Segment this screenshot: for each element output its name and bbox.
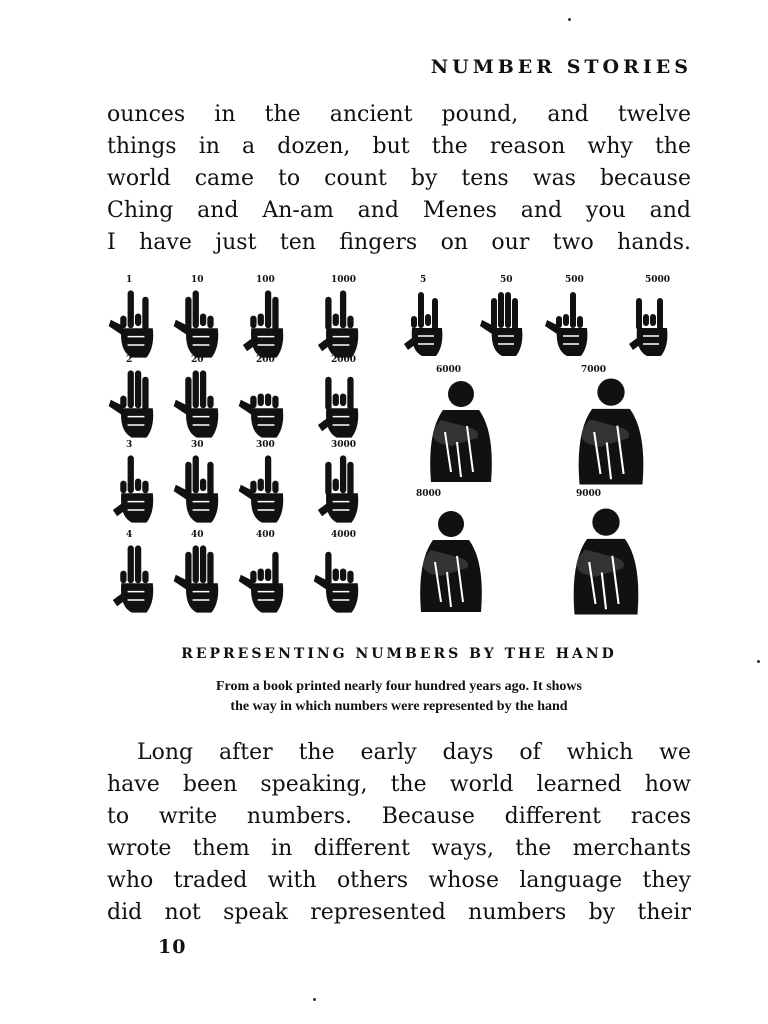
text-line: things in a dozen, but the reason why the [107, 134, 691, 159]
hand-gesture-icon [113, 455, 153, 522]
gesture-number-label: 2 [126, 355, 133, 365]
paragraph-bottom [107, 737, 691, 929]
print-speck [313, 998, 316, 1001]
gesture-number-label: 10 [191, 275, 204, 285]
gesture-number-label: 40 [191, 530, 204, 540]
gesture-number-label: 9000 [576, 489, 602, 499]
hand-gesture-icon [174, 290, 219, 357]
gesture-number-label: 4000 [331, 530, 357, 540]
figure-caption-text [100, 677, 698, 717]
print-speck [757, 660, 760, 663]
hand-gesture-icon [545, 292, 587, 356]
text-line: world came to count by tens was because [107, 166, 691, 191]
hand-gesture-icon [318, 455, 358, 522]
gesture-number-label: 30 [191, 440, 204, 450]
hand-gesture-icon [318, 290, 358, 357]
gesture-number-label: 400 [256, 530, 275, 540]
text-line: did not speak represented numbers by their [107, 900, 691, 925]
hand-gesture-icon [243, 290, 283, 357]
hand-gesture-icon [239, 552, 284, 613]
gesture-number-label: 5 [420, 275, 427, 285]
gesture-number-label: 8000 [416, 489, 442, 499]
gesture-number-label: 100 [256, 275, 275, 285]
gesture-number-label: 1 [126, 275, 133, 285]
hand-gestures-illustration [106, 272, 692, 632]
gesture-number-label: 1000 [331, 275, 357, 285]
human-figure-illustration [574, 508, 639, 614]
gesture-number-label: 50 [500, 275, 513, 285]
hand-gesture-icon [174, 545, 219, 612]
text-line: I have just ten fingers on our two hands. [107, 230, 691, 255]
human-figure-illustration [579, 378, 644, 484]
gesture-number-label: 4 [126, 530, 133, 540]
gesture-number-label: 2000 [331, 355, 357, 365]
gesture-number-label: 3 [126, 440, 133, 450]
caption-line: From a book printed nearly four hundred years ago. It shows [216, 679, 582, 694]
hand-gesture-icon [629, 298, 667, 356]
human-figure-illustration [430, 381, 492, 482]
gesture-number-label: 20 [191, 355, 204, 365]
gesture-number-label: 200 [256, 355, 275, 365]
text-line: ounces in the ancient pound, and twelve [107, 102, 691, 127]
hand-gesture-icon [318, 377, 358, 438]
hand-gesture-icon [480, 292, 522, 356]
hand-gesture-icon [314, 552, 359, 613]
gesture-number-label: 500 [565, 275, 584, 285]
hand-gesture-icon [239, 394, 284, 438]
hand-gesture-icon [174, 370, 219, 437]
text-line: to write numbers. Because different races [107, 804, 691, 829]
page-number: 10 [158, 936, 187, 958]
text-line: Long after the early days of which we [137, 740, 691, 765]
gesture-number-label: 5000 [645, 275, 671, 285]
figure-caption-title: REPRESENTING NUMBERS BY THE HAND [181, 646, 617, 662]
running-title: NUMBER STORIES [430, 56, 692, 78]
hand-gesture-icon [113, 545, 153, 612]
hand-gesture-icon [109, 290, 154, 357]
gesture-number-label: 300 [256, 440, 275, 450]
hand-gesture-icon [239, 455, 284, 522]
paragraph-top [107, 99, 691, 259]
text-line: have been speaking, the world learned how [107, 772, 691, 797]
hand-gesture-icon [109, 370, 154, 437]
hand-gesture-icon [404, 292, 442, 356]
text-line: who traded with others whose language they [107, 868, 691, 893]
hand-numbers-figure [106, 272, 692, 632]
print-speck [568, 18, 571, 21]
caption-line: the way in which numbers were represented by the hand [230, 699, 568, 714]
gesture-number-label: 3000 [331, 440, 357, 450]
text-line: wrote them in different ways, the merchants [107, 836, 691, 861]
hand-gesture-icon [174, 455, 219, 522]
gesture-number-label: 7000 [581, 365, 607, 375]
human-figure-illustration [420, 511, 482, 612]
text-line: Ching and An-am and Menes and you and [107, 198, 691, 223]
gesture-number-label: 6000 [436, 365, 462, 375]
